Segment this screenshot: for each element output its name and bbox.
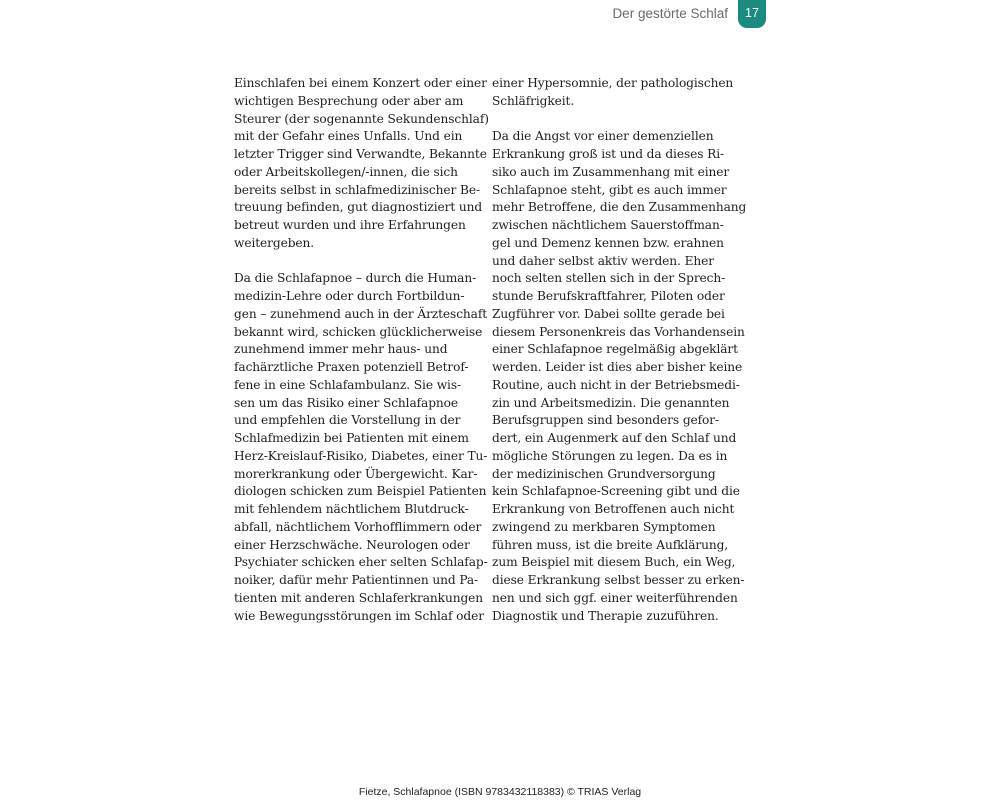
text-line: mehr Betroffene, die den Zusammenhang <box>492 200 747 215</box>
left-text-column <box>234 75 489 625</box>
text-line: stunde Berufskraftfahrer, Piloten oder <box>492 289 725 303</box>
running-header <box>540 0 766 28</box>
text-line: nen und sich ggf. einer weiterführenden <box>492 590 738 605</box>
footer-citation: Fietze, Schlafapnoe (ISBN 9783432118383) © TRIAS Verlag <box>358 786 642 798</box>
text-line: werden. Leider ist dies aber bisher keine <box>492 360 743 374</box>
text-line: betreut wurden und ihre Erfahrungen <box>234 218 466 232</box>
text-line: führen muss, ist die breite Aufklärung, <box>492 537 729 552</box>
text-line: fachärztliche Praxen potenziell Betrof- <box>234 360 469 374</box>
text-line: Erkrankung groß ist und da dieses Ri- <box>492 147 725 161</box>
text-line: Diagnostik und Therapie zuzuführen. <box>492 608 719 623</box>
paragraph <box>234 75 489 253</box>
paragraph <box>234 270 488 625</box>
text-line: dert, ein Augenmerk auf den Schlaf und <box>492 431 737 445</box>
text-line: diologen schicken zum Beispiel Patienten <box>234 484 487 499</box>
text-line: wie Bewegungsstörungen im Schlaf oder <box>234 608 484 623</box>
text-line: mögliche Störungen zu legen. Da es in <box>492 448 728 463</box>
text-line: Da die Angst vor einer demenziellen <box>492 129 714 144</box>
text-line: abfall, nächtlichem Vorhofflimmern oder <box>234 519 482 534</box>
text-line: zin und Arbeitsmedizin. Die genannten <box>492 395 730 410</box>
text-line: einer Hypersomnie, der pathologischen <box>492 76 734 90</box>
text-line: Steurer (der sogenannte Sekundenschlaf) <box>234 111 489 126</box>
text-line: wichtigen Besprechung oder aber am <box>234 93 464 108</box>
text-line: zwingend zu merkbaren Symptomen <box>492 519 716 534</box>
text-line: bereits selbst in schlafmedizinischer Be- <box>234 182 480 197</box>
text-line: treuung befinden, gut diagnostiziert und <box>234 200 483 215</box>
text-line: tienten mit anderen Schlaferkrankungen <box>234 590 484 605</box>
text-line: bekannt wird, schicken glücklicherweise <box>234 324 483 339</box>
text-line: Psychiater schicken eher selten Schlafap- <box>234 555 488 570</box>
text-line: kein Schlafapnoe-Screening gibt und die <box>492 484 740 499</box>
text-line: Routine, auch nicht in der Betriebsmedi- <box>492 377 740 392</box>
text-line: zunehmend immer mehr haus- und <box>234 342 448 357</box>
text-line: zum Beispiel mit diesem Buch, ein Weg, <box>492 555 736 570</box>
text-line: oder Arbeitskollegen/-innen, die sich <box>234 164 458 179</box>
text-line: fene in eine Schlafambulanz. Sie wis- <box>234 377 462 392</box>
text-line: weitergeben. <box>234 235 315 250</box>
text-line: gen – zunehmend auch in der Ärzteschaft <box>234 306 488 321</box>
text-line: noch selten stellen sich in der Sprech- <box>492 271 726 286</box>
page-number-badge: 17 <box>738 0 766 28</box>
text-line: Da die Schlafapnoe – durch die Human- <box>234 271 477 286</box>
text-line: mit fehlendem nächtlichem Blutdruck- <box>234 502 469 516</box>
text-line: letzter Trigger sind Verwandte, Bekannte <box>234 147 487 161</box>
text-line: Erkrankung von Betroffenen auch nicht <box>492 502 735 516</box>
text-line: Schlafmedizin bei Patienten mit einem <box>234 431 469 445</box>
running-title: Der gestörte Schlaf <box>612 6 728 21</box>
text-line: gel und Demenz kennen bzw. erahnen <box>492 235 724 250</box>
text-line: der medizinischen Grundversorgung <box>492 466 716 481</box>
text-line: morerkrankung oder Übergewicht. Kar- <box>234 466 478 481</box>
text-line: und daher selbst aktiv werden. Eher <box>492 253 714 268</box>
text-line: diese Erkrankung selbst besser zu erken- <box>492 573 745 587</box>
text-line: einer Herzschwäche. Neurologen oder <box>234 537 470 552</box>
text-line: Einschlafen bei einem Konzert oder einer <box>234 76 487 90</box>
text-line: zwischen nächtlichem Sauerstoffman- <box>492 218 724 232</box>
text-line: diesem Personenkreis das Vorhandensein <box>492 324 745 339</box>
text-line: Zugführer vor. Dabei sollte gerade bei <box>492 306 725 321</box>
text-line: sen um das Risiko einer Schlafapnoe <box>234 395 459 410</box>
paragraph <box>492 128 747 625</box>
text-line: noiker, dafür mehr Patientinnen und Pa- <box>234 573 479 587</box>
text-line: siko auch im Zusammenhang mit einer <box>492 164 730 179</box>
text-line: und empfehlen die Vorstellung in der <box>234 413 461 428</box>
text-line: mit der Gefahr eines Unfalls. Und ein <box>234 129 463 144</box>
right-text-column <box>492 75 747 625</box>
text-line: Herz-Kreislauf-Risiko, Diabetes, einer Tu- <box>234 448 488 463</box>
text-line: einer Schlafapnoe regelmäßig abgeklärt <box>492 342 738 357</box>
text-line: Schläfrigkeit. <box>492 93 575 108</box>
paragraph <box>492 75 734 111</box>
text-line: Schlafapnoe steht, gibt es auch immer <box>492 182 727 197</box>
text-line: Berufsgruppen sind besonders gefor- <box>492 413 720 428</box>
text-line: medizin-Lehre oder durch Fortbildun- <box>234 289 465 303</box>
